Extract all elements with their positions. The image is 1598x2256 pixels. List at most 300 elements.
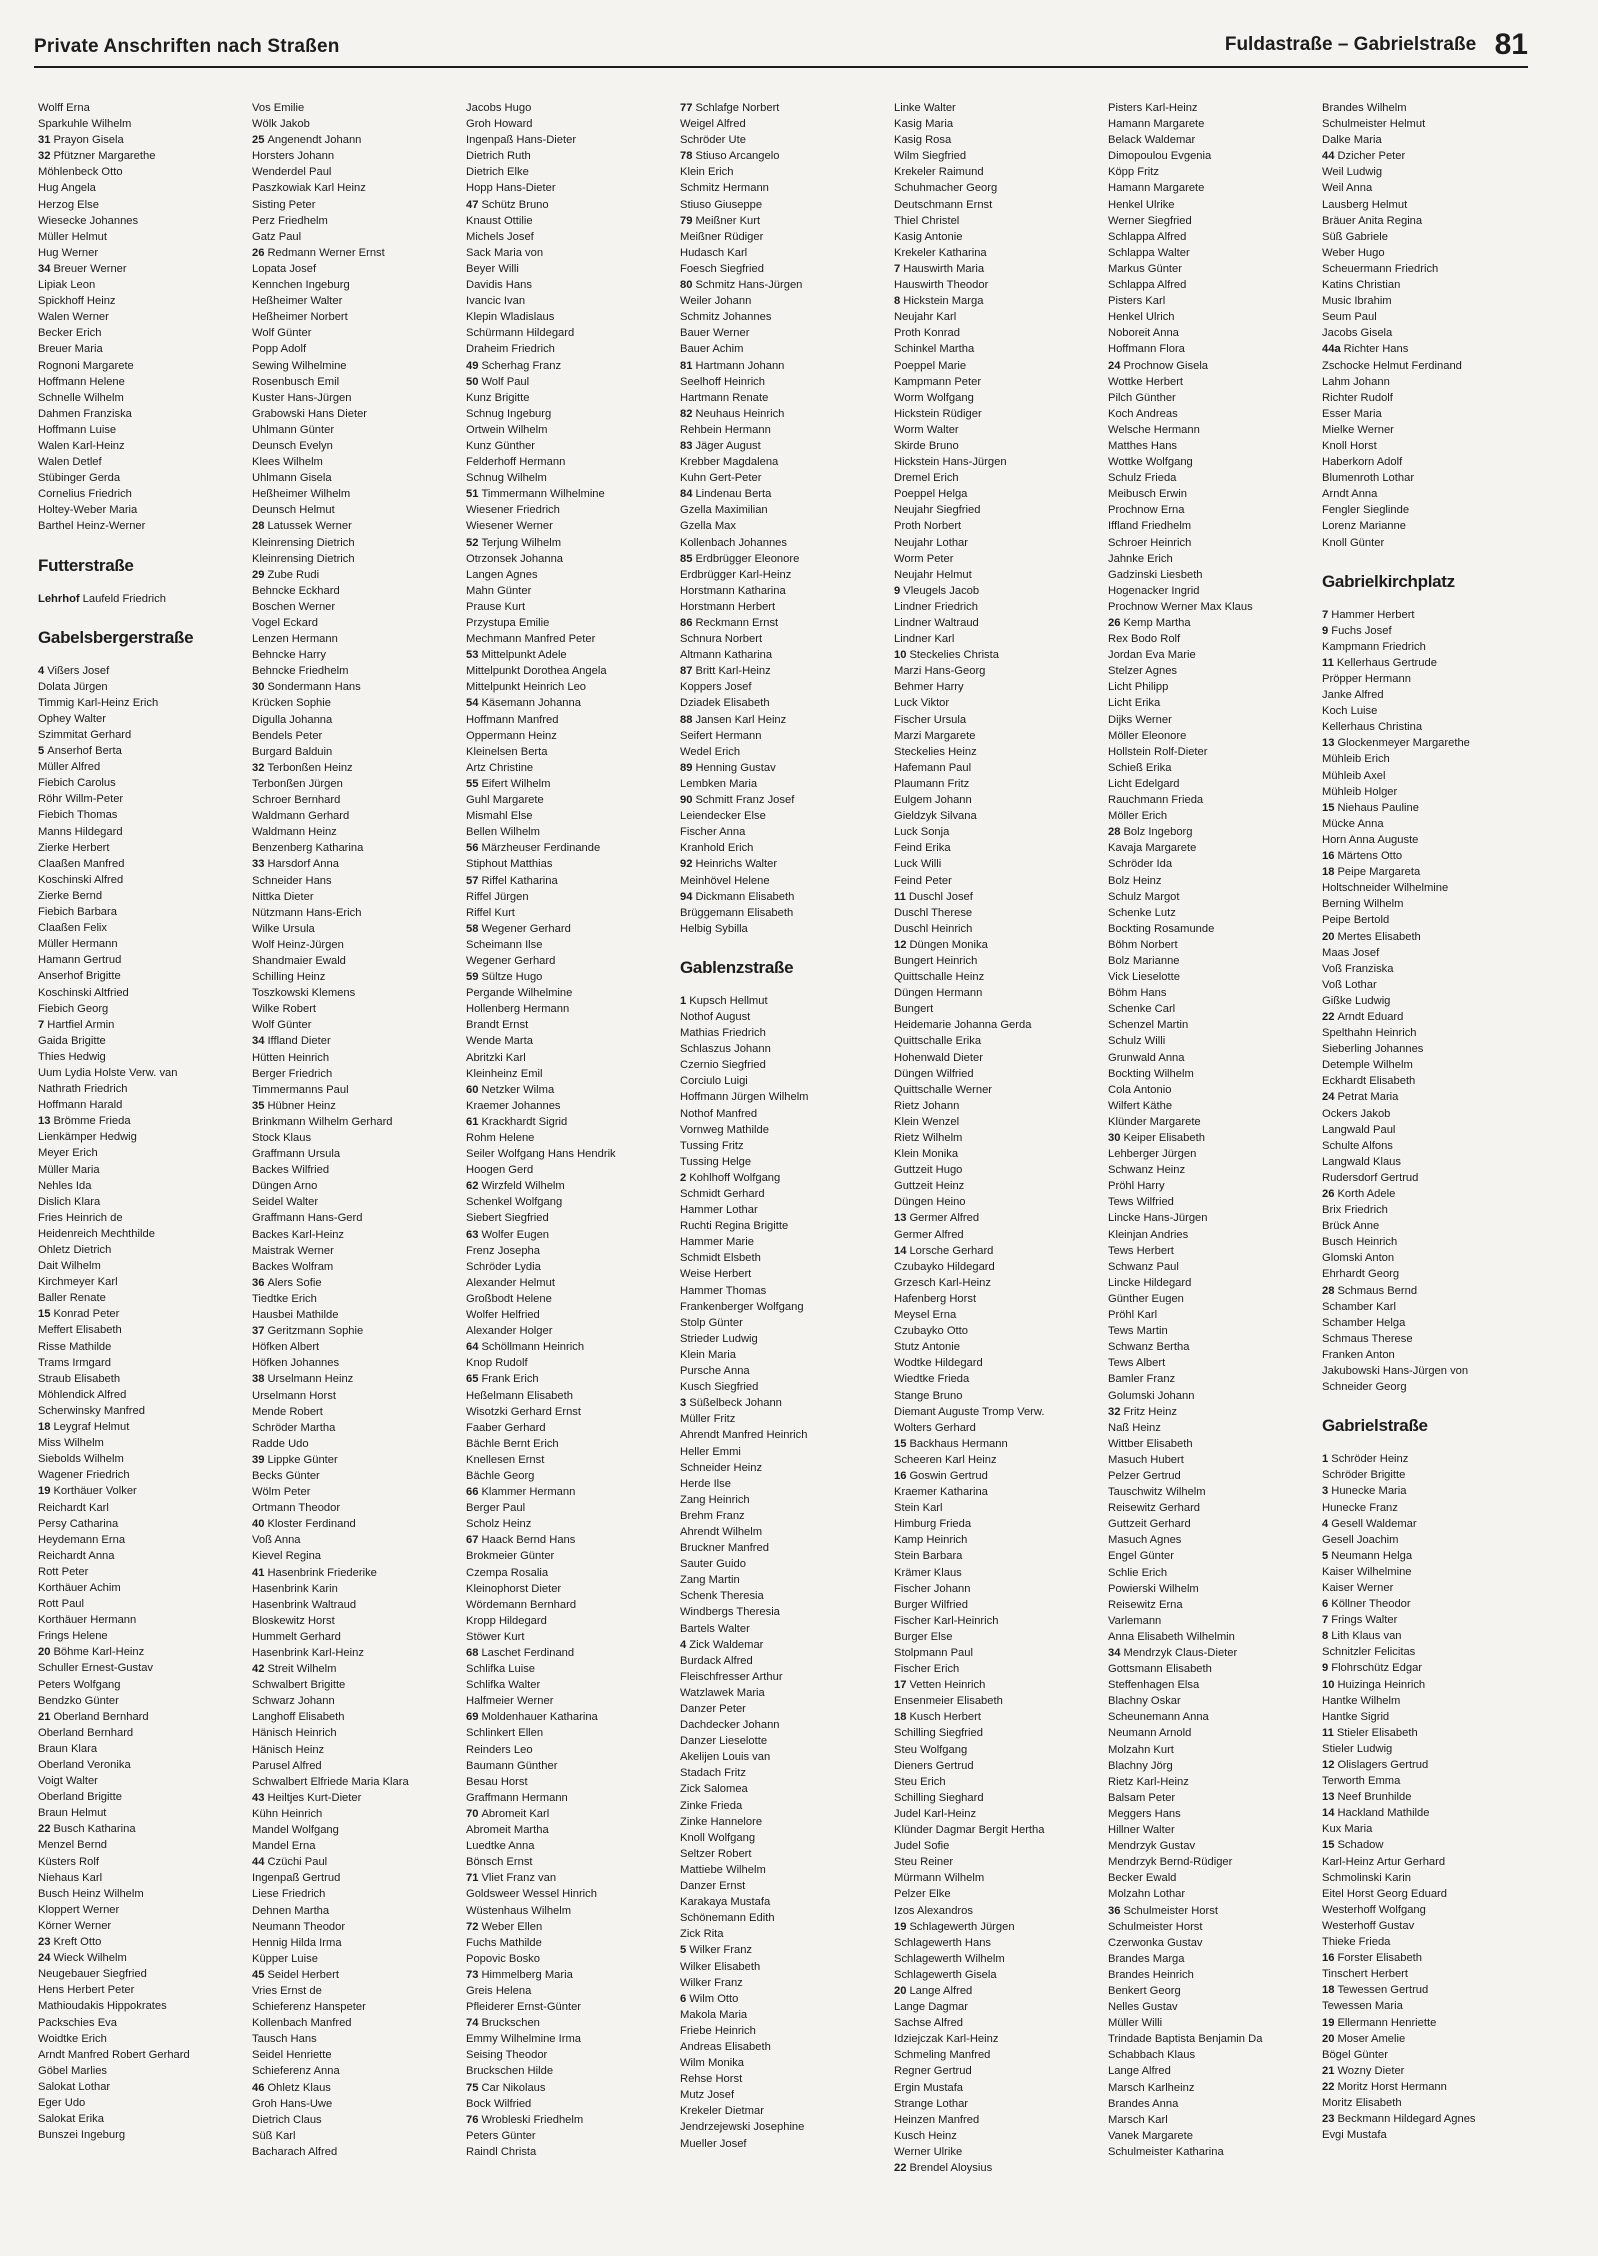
resident-entry: [894, 1307, 1102, 1323]
resident-entry: [1108, 1371, 1316, 1387]
resident-name: Eitel Horst Georg Eduard: [1322, 1887, 1447, 1900]
resident-name: Kollenbach Manfred: [252, 2017, 352, 2030]
resident-entry: [1108, 1323, 1316, 1339]
resident-entry: [466, 792, 674, 808]
resident-name: Schröder Ida: [1108, 858, 1173, 871]
resident-entry: [38, 1677, 246, 1693]
resident-entry: [680, 116, 888, 132]
resident-entry: [1108, 905, 1316, 921]
resident-name: Davidis Hans: [466, 279, 532, 292]
resident-entry: [466, 454, 674, 470]
resident-name: Prochnow Werner Max Klaus: [1108, 600, 1253, 613]
resident-name: Schlagewerth Jürgen: [909, 1920, 1015, 1933]
resident-entry: [466, 1886, 674, 1902]
resident-name: Tussing Fritz: [680, 1139, 744, 1152]
resident-name: Hens Herbert Peter: [38, 1984, 135, 1997]
resident-name: Rietz Johann: [894, 1099, 960, 1112]
resident-name: Groh Howard: [466, 118, 533, 131]
resident-entry: [38, 759, 246, 775]
resident-name: Lindenau Berta: [695, 488, 772, 501]
resident-name: Westerhoff Gustav: [1322, 1919, 1415, 1932]
resident-entry: [252, 245, 460, 261]
resident-entry: [680, 180, 888, 196]
resident-name: Masuch Hubert: [1108, 1453, 1184, 1466]
resident-entry: [252, 792, 460, 808]
resident-name: Seidel Walter: [252, 1196, 319, 1209]
resident-entry: [1322, 929, 1530, 945]
resident-name: Seltzer Robert: [680, 1847, 752, 1860]
resident-entry: [466, 1452, 674, 1468]
resident-name: Liese Friedrich: [252, 1888, 326, 1901]
resident-name: Weil Anna: [1322, 182, 1373, 195]
resident-entry: [38, 1966, 246, 1982]
resident-entry: [252, 1339, 460, 1355]
resident-entry: [1322, 1966, 1530, 1982]
resident-name: Stieler Ludwig: [1322, 1742, 1393, 1755]
resident-name: Keiper Elisabeth: [1123, 1132, 1205, 1144]
resident-entry: [894, 1532, 1102, 1548]
house-number: 10: [1322, 1678, 1335, 1691]
house-number: 44a: [1322, 343, 1341, 356]
resident-name: Hoffmann Harald: [38, 1099, 123, 1112]
resident-entry: [894, 840, 1102, 856]
resident-entry: [894, 1806, 1102, 1822]
page-number: 81: [1494, 28, 1528, 61]
resident-name: Moritz Horst Hermann: [1337, 2080, 1447, 2093]
resident-name: Hasenbrink Waltraud: [252, 1598, 357, 1611]
resident-name: Möller Erich: [1108, 810, 1168, 823]
resident-entry: [680, 2136, 888, 2152]
resident-entry: [1322, 2047, 1530, 2063]
resident-entry: [680, 1041, 888, 1057]
resident-name: Quittschalle Heinz: [894, 971, 985, 984]
resident-entry: [680, 615, 888, 631]
resident-name: Berning Wilhelm: [1322, 898, 1404, 911]
resident-name: Pröpper Hermann: [1322, 673, 1411, 685]
resident-entry: [894, 1162, 1102, 1178]
resident-name: Goldsweer Wessel Hinrich: [466, 1888, 597, 1901]
resident-entry: [38, 1725, 246, 1741]
resident-name: Gadzinski Liesbeth: [1108, 568, 1203, 581]
resident-entry: [1108, 1404, 1316, 1420]
resident-entry: [680, 1411, 888, 1427]
resident-entry: [252, 1114, 460, 1130]
resident-name: Tausch Hans: [252, 2033, 317, 2046]
resident-entry: [466, 2063, 674, 2079]
resident-entry: [466, 1033, 674, 1049]
resident-entry: [466, 1307, 674, 1323]
resident-name: Wilm Monika: [680, 2057, 745, 2070]
resident-entry: [252, 615, 460, 631]
resident-entry: [38, 374, 246, 390]
resident-entry: [252, 1999, 460, 2015]
resident-entry: [680, 583, 888, 599]
resident-name: Mechmann Manfred Peter: [466, 633, 596, 646]
resident-entry: [680, 132, 888, 148]
resident-name: Schenkel Wolfgang: [466, 1196, 563, 1209]
resident-name: Gatz Paul: [252, 230, 302, 243]
resident-entry: [894, 1355, 1102, 1371]
resident-entry: [894, 985, 1102, 1001]
resident-name: Wolf Heinz-Jürgen: [252, 938, 344, 951]
resident-name: Nehles Ida: [38, 1179, 92, 1192]
resident-entry: [38, 1693, 246, 1709]
resident-name: Sisting Peter: [252, 198, 316, 211]
resident-entry: [38, 1435, 246, 1451]
house-number: 18: [38, 1421, 51, 1434]
resident-entry: [38, 293, 246, 309]
resident-entry: [38, 1998, 246, 2014]
resident-name: Schuhmacher Georg: [894, 182, 998, 195]
resident-name: Hoogen Gerd: [466, 1164, 534, 1177]
resident-name: Heidenreich Mechthilde: [38, 1227, 155, 1240]
resident-name: Koppers Josef: [680, 681, 752, 694]
resident-entry: [1322, 1693, 1530, 1709]
resident-entry: [38, 390, 246, 406]
resident-entry: [1322, 535, 1530, 551]
resident-name: Hütten Heinrich: [252, 1051, 330, 1064]
resident-name: Cola Antonio: [1108, 1083, 1172, 1096]
resident-entry: [1108, 180, 1316, 196]
resident-name: Schamber Karl: [1322, 1300, 1396, 1313]
resident-name: Kellerhaus Gertrude: [1336, 656, 1437, 669]
resident-name: Kusch Herbert: [909, 1711, 981, 1724]
resident-name: Benkert Georg: [1108, 1984, 1181, 1997]
resident-entry: [680, 1347, 888, 1363]
resident-name: Wieck Wilhelm: [53, 1952, 127, 1965]
house-number: 3: [680, 1397, 687, 1410]
resident-entry: [894, 148, 1102, 164]
resident-name: Emmy Wilhelmine Irma: [466, 2033, 581, 2046]
resident-entry: [252, 2096, 460, 2112]
resident-name: Digulla Johanna: [252, 713, 333, 726]
resident-name: Mathias Friedrich: [680, 1027, 766, 1040]
resident-entry: [252, 1098, 460, 1114]
resident-name: Raindl Christa: [466, 2145, 537, 2158]
resident-entry: [680, 1604, 888, 1620]
house-number: 23: [1322, 2113, 1335, 2126]
resident-name: Schlagewerth Hans: [894, 1936, 992, 1949]
resident-entry: [894, 1291, 1102, 1307]
resident-name: Menzel Bernd: [38, 1839, 108, 1852]
resident-entry: [1322, 1516, 1530, 1532]
resident-entry: [1108, 164, 1316, 180]
resident-entry: [252, 132, 460, 148]
street-heading: Futterstraße: [38, 555, 134, 575]
resident-name: Mismahl Else: [466, 810, 533, 823]
resident-entry: [1108, 969, 1316, 985]
resident-name: Rott Paul: [38, 1598, 85, 1611]
resident-entry: [680, 1765, 888, 1781]
resident-name: Stange Bruno: [894, 1389, 963, 1402]
resident-name: Hasenbrink Karl-Heinz: [252, 1647, 364, 1659]
resident-name: Claaßen Felix: [38, 922, 108, 935]
resident-entry: [38, 502, 246, 518]
house-number: 76: [466, 2113, 479, 2126]
resident-entry: [894, 1066, 1102, 1082]
resident-name: Klünder Dagmar Bergit Hertha: [894, 1824, 1045, 1837]
resident-entry: [252, 1001, 460, 1017]
resident-entry: [38, 1644, 246, 1660]
resident-name: Abromeit Karl: [481, 1807, 550, 1820]
resident-name: Grzesch Karl-Heinz: [894, 1276, 991, 1289]
resident-name: Backes Karl-Heinz: [252, 1228, 345, 1241]
resident-name: Masuch Agnes: [1108, 1534, 1182, 1547]
resident-name: Germer Alfred: [894, 1228, 964, 1241]
resident-entry: [38, 1145, 246, 1161]
house-number: 13: [1322, 1791, 1335, 1804]
resident-entry: [38, 1081, 246, 1097]
resident-name: Jacobs Hugo: [466, 102, 532, 114]
resident-name: Ellermann Henriette: [1337, 2016, 1437, 2029]
resident-name: Weil Ludwig: [1322, 166, 1383, 179]
resident-entry: [38, 1773, 246, 1789]
resident-entry: [252, 341, 460, 357]
resident-entry: [680, 293, 888, 309]
resident-entry: [680, 1685, 888, 1701]
resident-entry: [252, 2047, 460, 2063]
house-number: 69: [466, 1711, 479, 1724]
resident-entry: [680, 100, 888, 116]
resident-name: Burger Wilfried: [894, 1598, 968, 1611]
resident-name: Wodtke Hildegard: [894, 1357, 983, 1370]
resident-name: Abritzki Karl: [466, 1051, 526, 1064]
resident-name: Reckmann Ernst: [695, 617, 779, 629]
resident-entry: [1322, 1660, 1530, 1676]
resident-entry: [252, 824, 460, 840]
resident-name: Vetten Heinrich: [909, 1679, 986, 1692]
resident-name: Mandel Wolfgang: [252, 1824, 339, 1837]
resident-entry: [466, 1629, 674, 1645]
resident-entry: [680, 744, 888, 760]
street-heading: Gablenzstraße: [680, 957, 794, 977]
resident-name: Streit Wilhelm: [267, 1663, 337, 1676]
resident-entry: [252, 1951, 460, 1967]
resident-name: Bruckner Manfred: [680, 1542, 769, 1555]
resident-name: Radde Udo: [252, 1437, 309, 1450]
resident-name: Wilker Elisabeth: [680, 1960, 761, 1973]
resident-entry: [1322, 703, 1530, 719]
house-number: 19: [1322, 2016, 1335, 2029]
resident-entry: [680, 1959, 888, 1975]
resident-name: Niehaus Pauline: [1337, 801, 1419, 814]
resident-name: Mühleib Axel: [1322, 769, 1386, 782]
resident-name: Bendzko Günter: [38, 1694, 119, 1707]
resident-name: Weber Hugo: [1322, 246, 1385, 259]
resident-name: Schlifka Walter: [466, 1679, 541, 1692]
resident-entry: [1108, 341, 1316, 357]
resident-entry: [466, 2096, 674, 2112]
resident-entry: [894, 197, 1102, 213]
resident-entry: [1322, 1363, 1530, 1379]
resident-entry: [680, 309, 888, 325]
house-number: 39: [252, 1453, 265, 1466]
resident-name: Marsch Karl: [1108, 2113, 1168, 2126]
resident-name: Westerhoff Wolfgang: [1322, 1903, 1426, 1916]
resident-name: Risse Mathilde: [38, 1340, 112, 1353]
resident-entry: [680, 1621, 888, 1637]
resident-name: Graffmann Hans-Gerd: [252, 1212, 363, 1225]
resident-entry: [1322, 2095, 1530, 2111]
resident-name: Wolf Paul: [481, 375, 530, 388]
resident-entry: [252, 454, 460, 470]
resident-name: Ehrhardt Georg: [1322, 1268, 1400, 1281]
resident-entry: [466, 1935, 674, 1951]
house-number: 17: [894, 1679, 907, 1692]
resident-entry: [252, 2031, 460, 2047]
resident-entry: [466, 583, 674, 599]
resident-entry: [1108, 1243, 1316, 1259]
resident-entry: [38, 1129, 246, 1145]
resident-entry: [680, 1653, 888, 1669]
resident-entry: [894, 1838, 1102, 1854]
resident-name: Wirzfeld Wilhelm: [481, 1180, 565, 1193]
resident-entry: [466, 985, 674, 1001]
resident-name: Krämer Klaus: [894, 1566, 962, 1579]
resident-entry: [894, 873, 1102, 889]
street-heading: Gabelsbergerstraße: [38, 627, 194, 647]
resident-entry: [680, 2039, 888, 2055]
resident-entry: [38, 197, 246, 213]
resident-entry: [1108, 1790, 1316, 1806]
resident-name: Nothof Manfred: [680, 1107, 758, 1120]
house-number: 8: [1322, 1630, 1329, 1643]
resident-name: Regner Gertrud: [894, 2065, 972, 2078]
resident-entry: [894, 1951, 1102, 1967]
resident-entry: [894, 2015, 1102, 2031]
resident-name: Engel Günter: [1108, 1550, 1174, 1563]
house-number: 14: [894, 1244, 907, 1257]
resident-name: Bolz Marianne: [1108, 954, 1180, 967]
resident-name: Czubayko Hildegard: [894, 1260, 995, 1273]
resident-name: Karakaya Mustafa: [680, 1896, 771, 1909]
resident-name: Spelthahn Heinrich: [1322, 1027, 1417, 1040]
resident-entry: [1108, 712, 1316, 728]
resident-entry: [680, 1492, 888, 1508]
resident-entry: [680, 1830, 888, 1846]
resident-entry: [466, 1178, 674, 1194]
resident-name: Lorsche Gerhard: [909, 1244, 994, 1257]
resident-name: Brömme Frieda: [53, 1115, 131, 1128]
resident-name: Mühleib Holger: [1322, 785, 1398, 798]
resident-name: Fuchs Mathilde: [466, 1936, 542, 1949]
resident-entry: [1322, 1548, 1530, 1564]
house-number: 34: [1108, 1647, 1121, 1659]
resident-entry: [466, 1259, 674, 1275]
resident-name: Schwarz Johann: [252, 1695, 335, 1708]
resident-entry: [252, 856, 460, 872]
resident-entry: [680, 2119, 888, 2135]
resident-name: Wüstenhaus Wilhelm: [466, 1904, 572, 1917]
resident-entry: [894, 1082, 1102, 1098]
resident-entry: [252, 1935, 460, 1951]
house-number: 5: [38, 745, 45, 758]
resident-name: Neuhaus Heinrich: [695, 407, 785, 420]
resident-entry: [466, 325, 674, 341]
resident-name: Rohm Helene: [466, 1132, 535, 1144]
resident-entry: [252, 1886, 460, 1902]
resident-name: Deutschmann Ernst: [894, 198, 993, 211]
resident-name: Riffel Katharina: [481, 874, 558, 887]
resident-name: Redmann Werner Ernst: [267, 246, 385, 259]
resident-name: Erdbrügger Eleonore: [695, 552, 800, 565]
resident-name: Kavaja Margarete: [1108, 842, 1197, 855]
resident-name: Sieberling Johannes: [1322, 1043, 1424, 1056]
resident-entry: [1108, 2112, 1316, 2128]
resident-name: Kraemer Katharina: [894, 1486, 988, 1499]
resident-entry: [680, 213, 888, 229]
resident-name: Terbonßen Heinz: [267, 761, 353, 774]
house-number: 20: [894, 1984, 907, 1997]
resident-name: Otrzonsek Johanna: [466, 552, 564, 565]
resident-name: Holtey-Weber Maria: [38, 504, 138, 517]
resident-name: Weigel Alfred: [680, 118, 746, 131]
resident-name: Frings Walter: [1331, 1614, 1398, 1627]
resident-name: Fuchs Josef: [1331, 624, 1392, 637]
resident-name: Stiuso Arcangelo: [695, 150, 780, 163]
resident-name: Hohenwald Dieter: [894, 1051, 983, 1064]
resident-entry: [252, 1420, 460, 1436]
resident-name: Wiesener Friedrich: [466, 504, 560, 517]
resident-name: Hoffmann Luise: [38, 423, 117, 436]
resident-name: Heßheimer Walter: [252, 295, 343, 308]
resident-entry: [1322, 977, 1530, 993]
resident-entry: [252, 1903, 460, 1919]
resident-entry: [466, 1323, 674, 1339]
resident-entry: [1322, 945, 1530, 961]
resident-entry: [466, 1098, 674, 1114]
resident-name: Zang Heinrich: [680, 1493, 750, 1506]
resident-entry: [38, 1789, 246, 1805]
resident-entry: [680, 631, 888, 647]
resident-entry: [680, 889, 888, 905]
resident-name: Wiesecke Johannes: [38, 214, 139, 227]
resident-name: Wilke Robert: [252, 1003, 317, 1016]
resident-name: Przystupa Emilie: [466, 617, 550, 629]
resident-name: Koch Andreas: [1108, 407, 1178, 420]
resident-name: Alers Sofie: [267, 1276, 322, 1289]
resident-name: Stelzer Agnes: [1108, 665, 1178, 678]
resident-name: Waldmann Gerhard: [252, 810, 350, 823]
resident-name: Schneider Heinz: [680, 1461, 763, 1474]
resident-name: Feind Peter: [894, 874, 952, 887]
resident-entry: [38, 1741, 246, 1757]
house-number: 5: [1322, 1549, 1329, 1562]
resident-entry: [680, 1476, 888, 1492]
resident-entry: [1108, 856, 1316, 872]
house-number: 33: [252, 858, 265, 871]
resident-name: Krebber Magdalena: [680, 456, 779, 469]
resident-name: Bönsch Ernst: [466, 1856, 533, 1869]
resident-entry: [680, 1717, 888, 1733]
resident-name: Siebert Siegfried: [466, 1212, 549, 1225]
resident-entry: [1322, 116, 1530, 132]
resident-entry: [466, 905, 674, 921]
resident-entry: [252, 937, 460, 953]
resident-name: Friebe Heinrich: [680, 2024, 756, 2037]
resident-name: Himmelberg Maria: [481, 1968, 573, 1981]
resident-entry: [252, 1291, 460, 1307]
resident-name: Matthes Hans: [1108, 439, 1178, 452]
resident-entry: [680, 1250, 888, 1266]
resident-entry: [1322, 148, 1530, 164]
resident-name: Uhlmann Gisela: [252, 472, 332, 485]
resident-name: Seidel Henriette: [252, 2049, 332, 2062]
resident-name: Iffland Dieter: [267, 1035, 331, 1048]
resident-entry: [894, 792, 1102, 808]
resident-name: Werner Siegfried: [1108, 214, 1192, 227]
resident-name: Schabbach Klaus: [1108, 2049, 1196, 2062]
